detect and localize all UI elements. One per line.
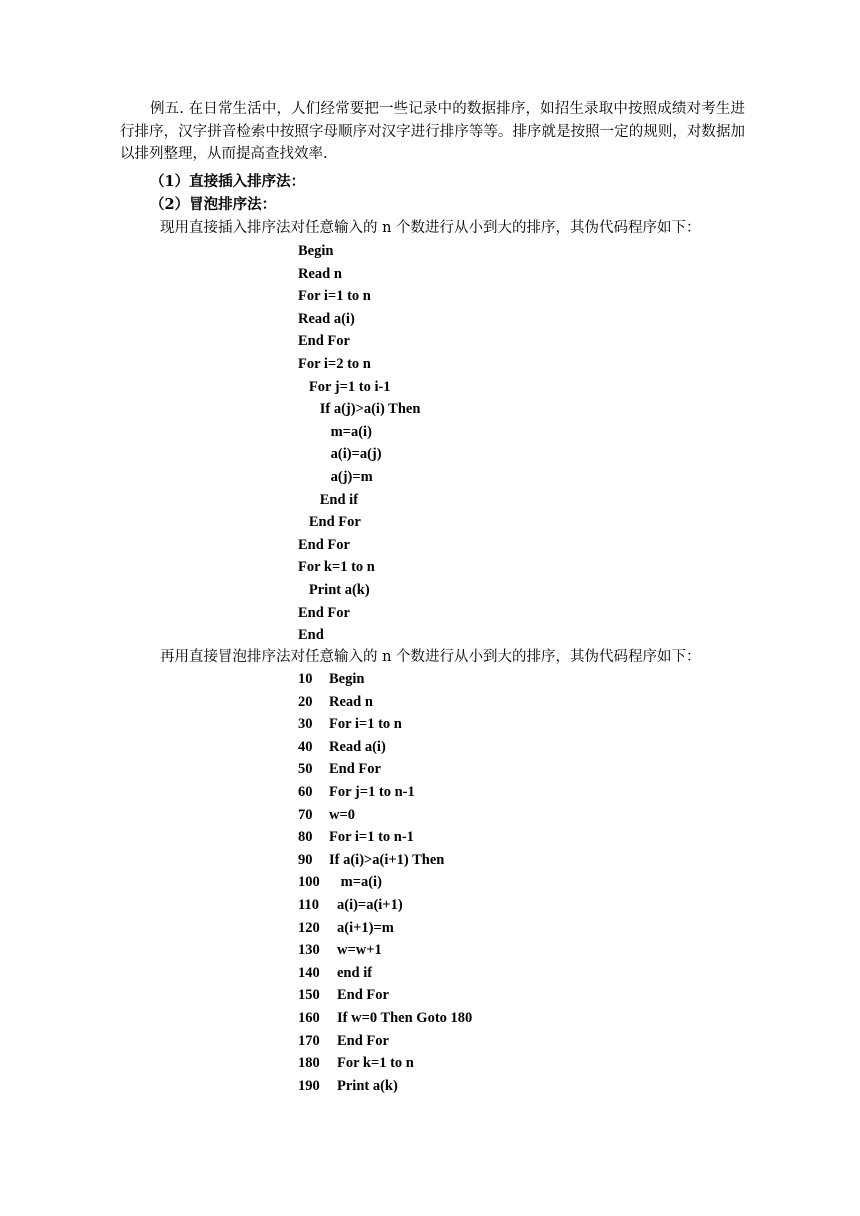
numbered-code-line bbox=[298, 984, 472, 1007]
line-number: 170 bbox=[298, 1032, 320, 1049]
line-number: 10 bbox=[298, 671, 313, 687]
numbered-code-line bbox=[298, 1075, 472, 1098]
code-line: Begin bbox=[298, 243, 334, 259]
code-line: a(j)=m bbox=[298, 468, 373, 485]
line-code: w=0 bbox=[329, 806, 355, 823]
code-line: End For bbox=[298, 604, 350, 621]
code-line: End For bbox=[298, 514, 361, 531]
code-line: If a(j)>a(i) Then bbox=[298, 401, 421, 418]
line-code: For i=1 to n bbox=[329, 716, 402, 733]
line-number: 190 bbox=[298, 1077, 320, 1094]
numbered-code-line bbox=[298, 691, 472, 714]
line-number: 80 bbox=[298, 829, 313, 846]
line-code: End For bbox=[329, 761, 381, 778]
numbered-code-line bbox=[298, 962, 472, 985]
line-code: Read a(i) bbox=[329, 738, 386, 755]
line-code: w=w+1 bbox=[337, 942, 382, 959]
numbered-code-line bbox=[298, 758, 472, 781]
insertion-lead: 现用直接插入排序法对任意输入的 n 个数进行从小到大的排序，其伪代码程序如下： bbox=[160, 220, 701, 236]
line-number: 40 bbox=[298, 738, 313, 755]
line-number: 60 bbox=[298, 783, 313, 800]
line-code: m=a(i) bbox=[337, 874, 382, 891]
code-line: End if bbox=[298, 491, 359, 508]
line-number: 20 bbox=[298, 693, 313, 710]
code-line: a(i)=a(j) bbox=[298, 446, 382, 463]
line-code: Read n bbox=[329, 693, 373, 710]
heading-bubble-sort: （2）冒泡排序法： bbox=[150, 196, 277, 213]
numbered-code-line bbox=[298, 1030, 472, 1053]
intro-paragraph bbox=[120, 98, 745, 166]
line-number: 150 bbox=[298, 987, 320, 1004]
line-number: 110 bbox=[298, 896, 319, 913]
line-number: 30 bbox=[298, 716, 313, 733]
numbered-code-line bbox=[298, 894, 472, 917]
numbered-code-line bbox=[298, 713, 472, 736]
code-line: m=a(i) bbox=[298, 423, 372, 440]
line-code: a(i+1)=m bbox=[337, 919, 394, 936]
numbered-code-line bbox=[298, 849, 472, 872]
code-line: For j=1 to i-1 bbox=[298, 378, 391, 395]
line-code: For j=1 to n-1 bbox=[329, 783, 415, 800]
code-line: Read n bbox=[298, 265, 342, 282]
numbered-code-line bbox=[298, 939, 472, 962]
numbered-code-line bbox=[298, 1052, 472, 1075]
numbered-code-line bbox=[298, 826, 472, 849]
line-code: Begin bbox=[329, 671, 365, 687]
line-number: 100 bbox=[298, 874, 320, 891]
line-number: 70 bbox=[298, 806, 313, 823]
bubble-code-block bbox=[298, 668, 472, 1097]
numbered-code-line bbox=[298, 736, 472, 759]
line-code: Print a(k) bbox=[337, 1077, 398, 1094]
line-code: a(i)=a(i+1) bbox=[337, 896, 403, 913]
code-line: End For bbox=[298, 536, 350, 553]
line-code: If a(i)>a(i+1) Then bbox=[329, 851, 445, 868]
code-line: Read a(i) bbox=[298, 310, 355, 327]
numbered-code-line bbox=[298, 804, 472, 827]
line-code: For k=1 to n bbox=[337, 1055, 414, 1072]
code-line: For k=1 to n bbox=[298, 559, 375, 576]
numbered-code-line bbox=[298, 781, 472, 804]
code-line: For i=2 to n bbox=[298, 355, 371, 372]
line-number: 180 bbox=[298, 1055, 320, 1072]
line-code: If w=0 Then Goto 180 bbox=[337, 1009, 473, 1026]
code-line: For i=1 to n bbox=[298, 288, 371, 305]
line-number: 140 bbox=[298, 964, 320, 981]
insertion-code-block bbox=[298, 240, 420, 647]
intro-text: 例五. 在日常生活中，人们经常要把一些记录中的数据排序，如招生录取中按照成绩对考生进行排序，汉字拼音检索中按照字母顺序对汉字进行排序等等。排序就是按照一定的规则，对数据加以排列整理，从而提高查找效率. bbox=[120, 101, 745, 162]
bubble-lead: 再用直接冒泡排序法对任意输入的 n 个数进行从小到大的排序，其伪代码程序如下： bbox=[160, 649, 701, 665]
line-number: 50 bbox=[298, 761, 313, 778]
line-code: end if bbox=[337, 964, 373, 981]
line-number: 130 bbox=[298, 942, 320, 959]
code-line: End bbox=[298, 627, 324, 644]
line-code: For i=1 to n-1 bbox=[329, 829, 414, 846]
line-number: 90 bbox=[298, 851, 313, 868]
line-number: 160 bbox=[298, 1009, 320, 1026]
numbered-code-line bbox=[298, 871, 472, 894]
line-code: End For bbox=[337, 987, 389, 1004]
code-line: End For bbox=[298, 333, 350, 350]
numbered-code-line bbox=[298, 668, 472, 691]
line-code: End For bbox=[337, 1032, 389, 1049]
numbered-code-line bbox=[298, 1007, 472, 1030]
heading-insertion-sort: （1）直接插入排序法： bbox=[150, 173, 306, 190]
numbered-code-line bbox=[298, 917, 472, 940]
line-number: 120 bbox=[298, 919, 320, 936]
code-line: Print a(k) bbox=[298, 581, 370, 598]
